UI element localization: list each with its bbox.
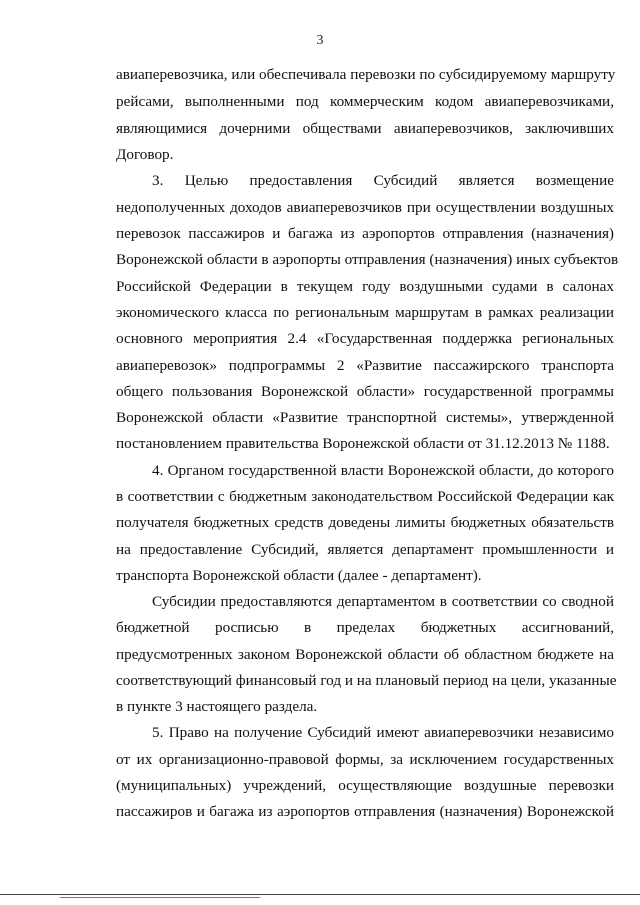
text-line: Воронежской области в аэропорты отправления (назначения) иных субъектов <box>116 251 619 268</box>
text-line: рейсами, выполненными под коммерческим кодом авиаперевозчиками, <box>116 93 614 110</box>
text-line: (муниципальных) учреждений, осуществляющие воздушные перевозки <box>116 777 614 794</box>
paragraph-5-first-line: 5. Право на получение Субсидий имеют авиаперевозчики независимо <box>152 724 614 741</box>
text-line: Воронежской области «Развитие транспортной системы», утвержденной <box>116 409 614 426</box>
text-line: в соответствии с бюджетным законодательством Российской Федерации как <box>116 488 614 505</box>
text-line: соответствующий финансовый год и на плановый период на цели, указанные <box>116 672 617 689</box>
text-line: перевозок пассажиров и багажа из аэропортов отправления (назначения) <box>116 225 614 242</box>
text-line: от их организационно-правовой формы, за исключением государственных <box>116 751 614 768</box>
page-number: 3 <box>316 33 324 48</box>
text-line: пассажиров и багажа из аэропортов отправления (назначения) Воронежской <box>116 803 614 820</box>
text-line: транспорта Воронежской области (далее - департамент). <box>116 567 482 584</box>
page-bottom-scan-rule <box>60 897 260 898</box>
paragraph-3-first-line: 3. Целью предоставления Субсидий является возмещение <box>152 172 614 189</box>
text-line: получателя бюджетных средств доведены лимиты бюджетных обязательств <box>116 514 614 531</box>
paragraph-subsidies-first-line: Субсидии предоставляются департаментом в соответствии со сводной <box>152 593 614 610</box>
text-line: авиаперевозок» подпрограммы 2 «Развитие пассажирского транспорта <box>116 357 614 374</box>
text-line: общего пользования Воронежской области» государственной программы <box>116 383 614 400</box>
text-line: бюджетной росписью в пределах бюджетных ассигнований, <box>116 619 614 636</box>
paragraph-4-first-line: 4. Органом государственной власти Воронежской области, до которого <box>152 462 614 479</box>
text-line: являющимися дочерними обществами авиаперевозчиков, заключивших <box>116 120 614 137</box>
text-line: предусмотренных законом Воронежской области об областном бюджете на <box>116 646 614 663</box>
text-line: экономического класса по региональным маршрутам в рамках реализации <box>116 304 614 321</box>
text-line: недополученных доходов авиаперевозчиков при осуществлении воздушных <box>116 199 614 216</box>
text-line: в пункте 3 настоящего раздела. <box>116 698 318 715</box>
text-line: авиаперевозчика, или обеспечивала перевозки по субсидируемому маршруту <box>116 66 616 83</box>
text-line: постановлением правительства Воронежской области от 31.12.2013 № 1188. <box>116 435 610 452</box>
text-line: Договор. <box>116 146 174 163</box>
text-line: основного мероприятия 2.4 «Государственная поддержка региональных <box>116 330 614 347</box>
page-bottom-edge-rule <box>0 894 640 895</box>
text-line: Российской Федерации в текущем году воздушными судами в салонах <box>116 278 614 295</box>
text-line: на предоставление Субсидий, является департамент промышленности и <box>116 541 614 558</box>
